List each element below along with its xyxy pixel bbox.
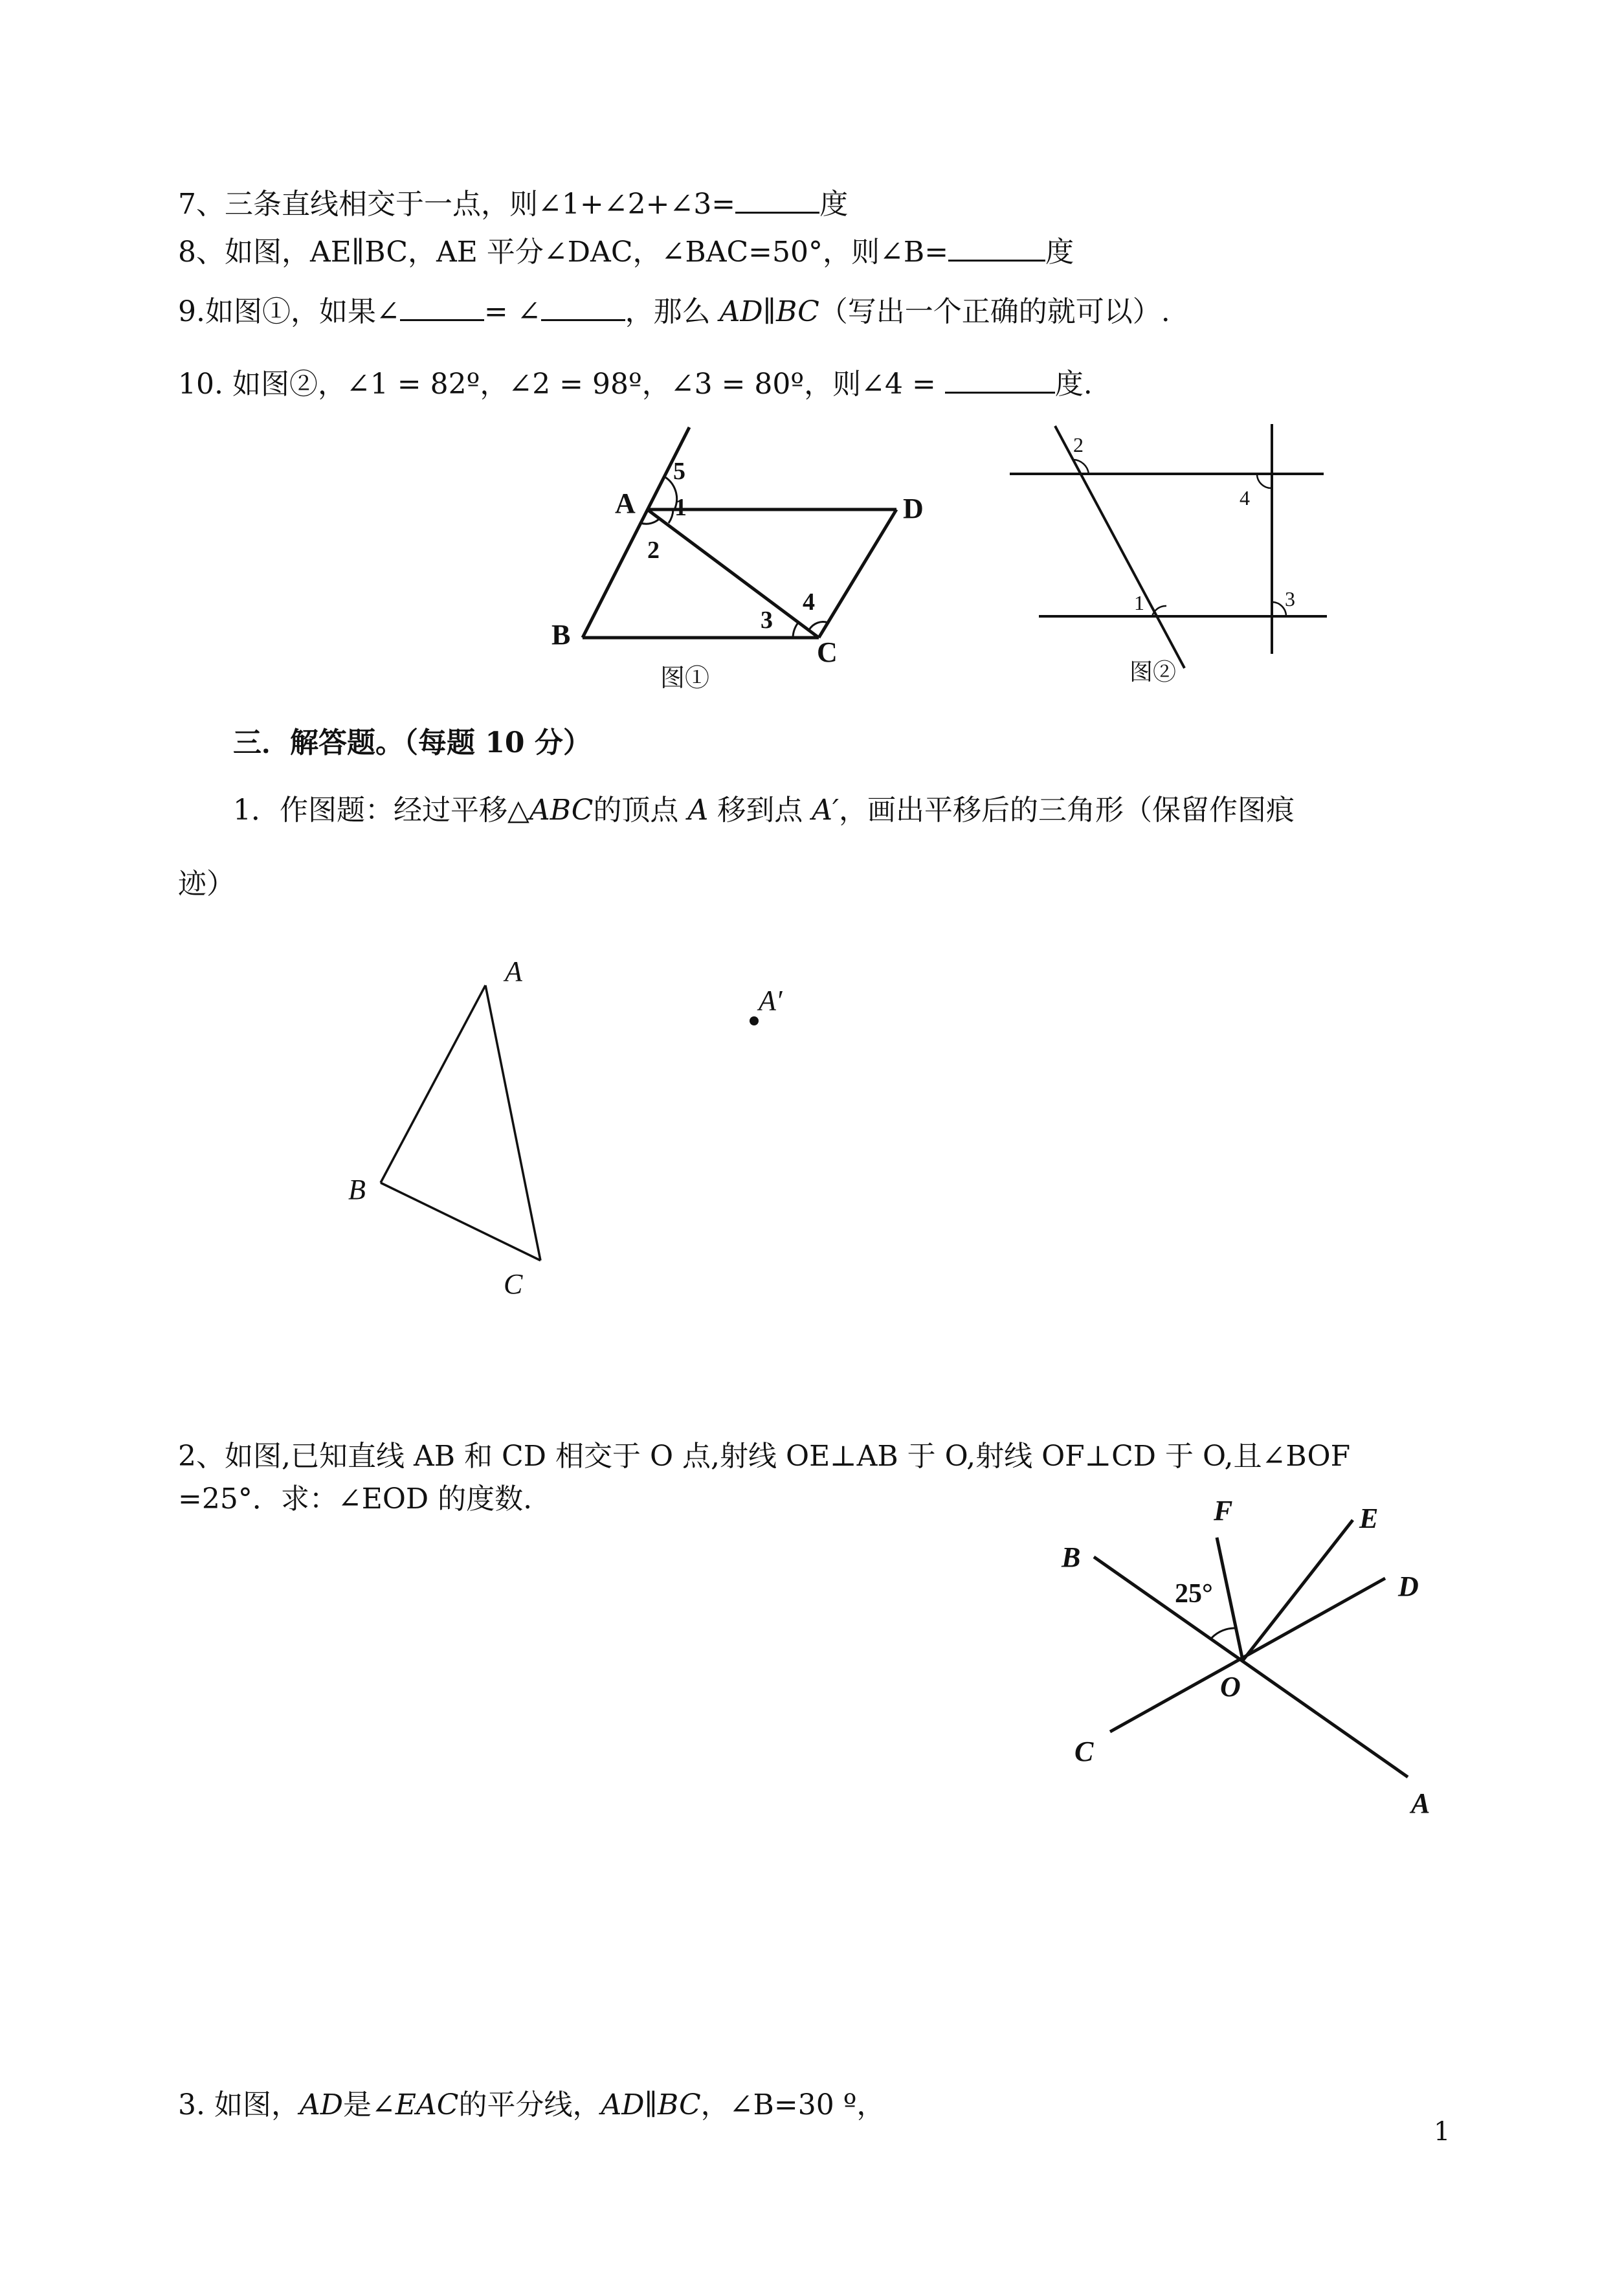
problem-2-line-1: 2、如图,已知直线 AB 和 CD 相交于 O 点,射线 OE⊥AB 于 O,射线 OF⊥CD 于 O,且∠BOF: [178, 1440, 1351, 1473]
angle-4-arc: [1257, 474, 1272, 488]
problem-2-line-2: =25°．求：∠EOD 的度数.: [178, 1482, 533, 1516]
question-10-text: 10. 如图②，∠1 = 82º，∠2 = 98º，∠3 = 80º，则∠4 =: [178, 368, 945, 401]
point-a-label: A: [1411, 1787, 1430, 1819]
angle-bof-label: 25°: [1175, 1579, 1213, 1609]
question-9-text: 9.如图①，如果∠: [178, 295, 400, 328]
question-9: [178, 293, 1170, 331]
figure-1: [537, 421, 951, 699]
problem-3-text-a: 3. 如图，: [178, 2088, 300, 2121]
problem-1-text-e: 移到点: [708, 794, 812, 827]
vertex-c-label: C: [504, 1268, 523, 1300]
point-a-label: A: [615, 487, 636, 519]
problem-1-text-g: ，画出平移后的三角形（保留作图痕: [838, 794, 1295, 827]
angle-3-label: 3: [761, 607, 773, 634]
point-o-label: O: [1220, 1671, 1241, 1703]
point-b-label: B: [551, 619, 571, 651]
side-ab: [381, 985, 485, 1183]
problem-1-point-a-prime: A′: [812, 794, 839, 827]
angle-3-arc: [1272, 602, 1286, 616]
question-7-unit: 度: [819, 188, 849, 221]
angle-bof-arc: [1212, 1628, 1236, 1638]
question-9-note: （写出一个正确的就可以）.: [819, 295, 1170, 328]
segment-ac: [647, 509, 819, 638]
problem-1-text-a: 1．作图题：经过平移△: [233, 794, 529, 827]
angle-3-arc: [793, 623, 798, 638]
problem-3: [178, 2086, 885, 2125]
triangle-figure: [324, 945, 841, 1314]
segment-dc: [819, 509, 896, 638]
angle-1-label: 1: [1134, 591, 1144, 614]
question-8: [178, 233, 1074, 272]
question-9-then: ，那么: [625, 295, 720, 328]
problem-1-text-c: 的顶点: [593, 794, 688, 827]
ray-of: [1217, 1538, 1243, 1661]
problem-3-text-c: 是∠: [343, 2088, 395, 2121]
question-7: [178, 185, 848, 224]
problem-3-angle-eac: EAC: [395, 2088, 459, 2121]
point-a-prime-dot[interactable]: [750, 1016, 759, 1025]
angle-1-arc: [669, 509, 673, 523]
vertex-a-label: A: [505, 956, 522, 987]
angle-1-label: 1: [674, 494, 687, 521]
transversal-line: [1055, 426, 1185, 668]
point-e-label: E: [1359, 1503, 1379, 1534]
ray-oe: [1243, 1520, 1353, 1661]
section-heading: 三．解答题。（每题 10 分）: [233, 726, 592, 759]
problem-3-text-e: 的平分线，: [458, 2088, 601, 2121]
point-a-prime-label: A′: [759, 985, 783, 1016]
side-ca: [485, 985, 540, 1260]
angle-1-arc: [1152, 606, 1166, 616]
side-bc: [381, 1183, 540, 1260]
answer-blank[interactable]: [948, 234, 1045, 262]
point-c-label: C: [817, 636, 838, 668]
question-8-text: 8、如图，AE∥BC，AE 平分∠DAC，∠BAC=50°，则∠B=: [178, 236, 949, 269]
problem-1-line-2: 迹）: [178, 867, 235, 900]
point-d-label: D: [1398, 1571, 1419, 1602]
line-ab: [1094, 1557, 1408, 1777]
question-10: [178, 365, 1093, 404]
answer-blank-2[interactable]: [541, 293, 625, 321]
angle-2-label: 2: [1073, 433, 1084, 456]
angle-2-label: 2: [647, 537, 660, 564]
point-f-label: F: [1214, 1495, 1233, 1527]
angle-4-label: 4: [803, 588, 815, 616]
question-7-text: 7、三条直线相交于一点，则∠1+∠2+∠3=: [178, 188, 736, 221]
figure-1-caption: 图①: [660, 665, 710, 692]
figure-lines-o: [1049, 1482, 1450, 1819]
figure-2: [990, 421, 1340, 686]
problem-1-point-a: A: [687, 794, 709, 827]
point-d-label: D: [903, 493, 924, 524]
problem-1-triangle: ABC: [529, 794, 594, 827]
question-10-unit: 度.: [1054, 368, 1093, 401]
question-9-mid: = ∠: [484, 295, 541, 328]
problem-3-ad: AD: [299, 2088, 344, 2121]
problem-3-text-g: ，∠B=30 º，: [700, 2088, 885, 2121]
figure-2-caption: 图②: [1129, 659, 1177, 685]
answer-blank[interactable]: [735, 186, 819, 214]
angle-4-label: 4: [1240, 486, 1250, 509]
question-8-unit: 度: [1045, 236, 1074, 269]
angle-3-label: 3: [1285, 587, 1295, 610]
problem-3-parallel: AD∥BC: [601, 2088, 701, 2121]
answer-blank[interactable]: [945, 366, 1055, 394]
angle-5-label: 5: [673, 458, 685, 485]
problem-1-line-1: [233, 791, 1295, 830]
point-b-label: B: [1062, 1541, 1081, 1573]
point-c-label: C: [1074, 1736, 1094, 1767]
question-9-relation: AD∥BC: [719, 295, 819, 328]
answer-blank-1[interactable]: [400, 293, 484, 321]
page-number: 1: [1434, 2117, 1451, 2147]
vertex-b-label: B: [348, 1174, 366, 1205]
